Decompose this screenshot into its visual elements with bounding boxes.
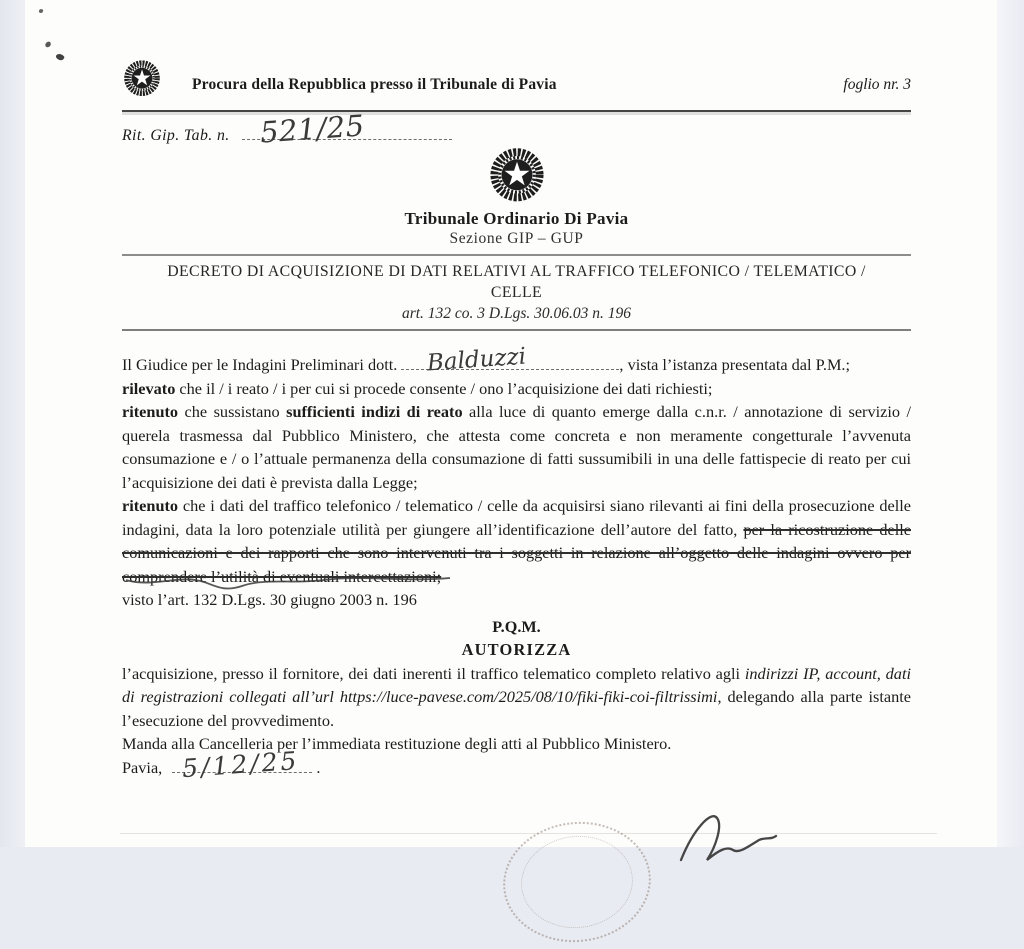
scan-edge-left — [0, 0, 25, 847]
paragraph-judge-intro: Il Giudice per le Indagini Preliminari dott. Balduzzi , vista l’istanza presentata dal P.M.; — [122, 343, 851, 376]
date-handwritten: 5/12/25 — [181, 745, 301, 784]
body-paragraphs — [122, 343, 912, 784]
date-blank — [172, 745, 312, 784]
document-content — [25, 0, 997, 847]
place-label: Pavia, — [122, 757, 163, 777]
paragraph-ritenuto-2-text: ritenuto che i dati del traffico telefonico / telematico / celle da acquisirsi siano rilevanti ai fini della prosecuzione delle indagini, data la loro potenziale utilità per giungere all’identificazione dell’autore del fatto, per la ricostruzione delle comunicazioni e dei rapporti che sono intervenuti tra i soggetti in relazione all’oggetto delle indagini ovvero per comprendere l’utilità di eventuali intercettazioni; — [122, 496, 911, 586]
decree-title: DECRETO DI ACQUISIZIONE DI DATI RELATIVI AL TRAFFICO TELEFONICO / TELEMATICO / CELLE — [167, 263, 866, 301]
letterhead — [122, 56, 911, 112]
paragraph-dispositivo: l’acquisizione, presso il fornitore, dei dati inerenti il traffico telematico completo relativo agli indirizzi IP, account, dati di registrazioni collegati all’url https://luce-pavese.com/2025/08/10/fiki-fiki-coi-filtrissimi, delegando alla parte istante l’esecuzione del provvedimento. — [122, 663, 911, 730]
registry-number-blank — [242, 108, 452, 150]
paragraph-manda: Manda alla Cancelleria per l’immediata restituzione degli atti al Pubblico Ministero. — [122, 734, 672, 753]
paragraph-ritenuto-1: ritenuto che sussistano sufficienti indizi di reato alla luce di quanto emerge dalla c.n.r. / annotazione di servizio / querela trasmessa dal Pubblico Ministero, che attesta come concreta e non meramente congetturale l’avvenuta consumazione e / o l’attuale permanenza della consumazione di fatti sussumibili in una delle fattispecie di reato per cui l’acquisizione dei dati è prevista dalla Legge; — [122, 402, 912, 492]
italy-emblem-icon — [122, 56, 162, 102]
italy-emblem-icon — [483, 145, 551, 207]
paragraph-ritenuto-2 — [122, 494, 911, 588]
registry-line — [122, 108, 911, 150]
date-suffix: . — [316, 757, 321, 777]
registry-number-handwritten: 521/25 — [258, 108, 366, 150]
court-section: Sezione GIP – GUP — [449, 230, 584, 247]
issuing-office: Procura della Repubblica presso il Tribunale di Pavia — [192, 76, 557, 93]
signature-icon — [673, 808, 783, 864]
folio-number: foglio nr. 3 — [843, 76, 911, 93]
paragraph-rilevato: rilevato che il / i reato / i per cui si procede consente / ono l’acquisizione dei dati richiesti; — [122, 378, 713, 398]
place-date-line — [122, 745, 911, 784]
decree-title-box — [122, 254, 911, 331]
scan-fold-line — [120, 833, 937, 834]
scan-edge-right — [997, 0, 1024, 847]
decree-legal-reference: art. 132 co. 3 D.Lgs. 30.06.03 n. 196 — [401, 305, 632, 322]
pqm-block — [122, 616, 911, 662]
registry-label: Rit. Gip. Tab. n. — [122, 127, 230, 144]
autorizza-heading: AUTORIZZA — [461, 639, 572, 659]
paragraph-visto: visto l’art. 132 D.Lgs. 30 giugno 2003 n. 196 — [122, 590, 417, 609]
court-stamp-inner-ring — [516, 830, 637, 933]
court-name: Tribunale Ordinario Di Pavia — [404, 209, 629, 228]
pqm-heading: P.Q.M. — [492, 617, 541, 636]
document-page — [25, 0, 997, 847]
